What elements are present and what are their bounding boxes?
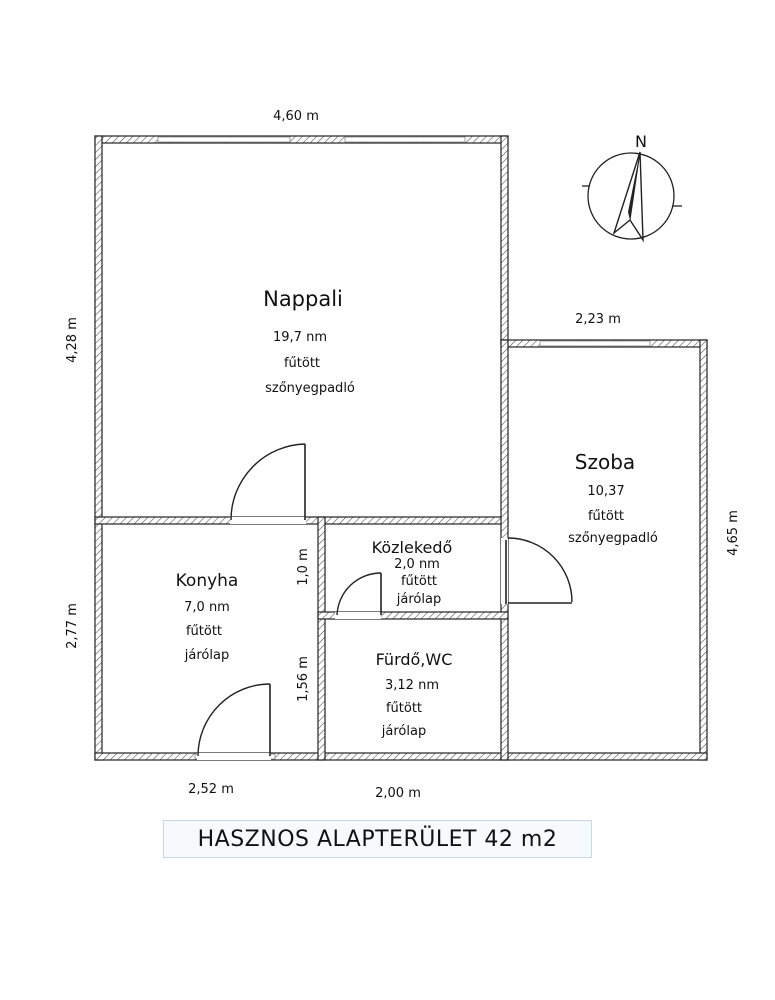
room-area-konyha: 7,0 nm bbox=[184, 600, 230, 615]
room-heating-nappali: fűtött bbox=[283, 356, 321, 371]
dim-kozlekedo-height: 1,0 m bbox=[296, 548, 311, 586]
room-floor-nappali: szőnyegpadló bbox=[265, 381, 355, 396]
wall-mid-vertical-upper bbox=[501, 136, 508, 344]
wall-bottom bbox=[95, 753, 707, 760]
room-name-konyha: Konyha bbox=[175, 571, 239, 591]
wall-left bbox=[95, 136, 102, 760]
room-konyha bbox=[176, 571, 239, 663]
dim-szoba-width: 2,23 m bbox=[575, 312, 621, 327]
room-heating-szoba: fűtött bbox=[587, 509, 625, 524]
room-name-nappali: Nappali bbox=[263, 287, 343, 311]
dimension-labels bbox=[65, 109, 741, 801]
room-area-kozlekedo: 2,0 nm bbox=[394, 557, 440, 572]
dim-szoba-height: 4,65 m bbox=[726, 510, 741, 556]
door-furdo bbox=[335, 573, 381, 619]
room-floor-szoba: szőnyegpadló bbox=[568, 531, 658, 546]
room-floor-furdo: járólap bbox=[381, 724, 427, 739]
room-floor-kozlekedo: járólap bbox=[396, 592, 442, 607]
room-heating-kozlekedo: fűtött bbox=[400, 574, 438, 589]
wall-right bbox=[700, 340, 707, 760]
room-heating-furdo: fűtött bbox=[385, 701, 423, 716]
room-szoba bbox=[568, 450, 658, 546]
room-name-kozlekedo: Közlekedő bbox=[371, 538, 453, 557]
door-konyha bbox=[197, 684, 271, 760]
total-area-label: HASZNOS ALAPTERÜLET 42 m2 bbox=[163, 820, 592, 858]
room-nappali bbox=[263, 287, 355, 396]
dim-bottom-mid-width: 2,00 m bbox=[375, 786, 421, 801]
room-name-szoba: Szoba bbox=[574, 450, 636, 474]
room-area-furdo: 3,12 nm bbox=[385, 678, 439, 693]
room-heating-konyha: fűtött bbox=[185, 624, 223, 639]
room-furdo bbox=[376, 650, 453, 739]
door-nappali bbox=[230, 444, 306, 524]
wall-konyha-right bbox=[318, 517, 325, 760]
dim-top-width: 4,60 m bbox=[273, 109, 319, 124]
dim-left-upper-height: 4,28 m bbox=[65, 317, 80, 363]
room-kozlekedo bbox=[372, 538, 453, 607]
north-arrow-compass-icon bbox=[582, 132, 682, 240]
window-top-left bbox=[158, 137, 290, 142]
dim-left-lower-height: 2,77 m bbox=[65, 603, 80, 649]
compass-label: N bbox=[635, 132, 647, 151]
door-szoba bbox=[501, 538, 572, 604]
window-top-right bbox=[345, 137, 465, 142]
room-area-nappali: 19,7 nm bbox=[273, 330, 327, 345]
room-floor-konyha: járólap bbox=[184, 648, 230, 663]
dim-bottom-left-width: 2,52 m bbox=[188, 782, 234, 797]
room-name-furdo: Fürdő,WC bbox=[375, 650, 453, 669]
room-area-szoba: 10,37 bbox=[587, 484, 625, 499]
window-szoba-top bbox=[540, 341, 650, 346]
dim-furdo-height: 1,56 m bbox=[296, 656, 311, 702]
